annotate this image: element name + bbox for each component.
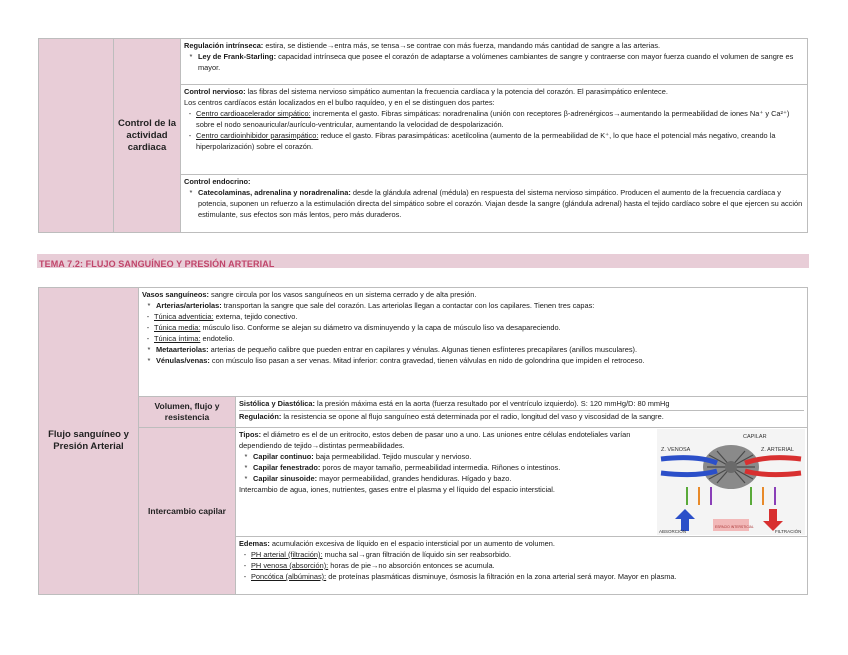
- continuous-capillary-title: Capilar continuo:: [253, 452, 314, 461]
- intrinsic-cell: [181, 39, 808, 85]
- exchange-label: Intercambio capilar: [148, 505, 226, 516]
- diagram-filtracion-label: FILTRACIÓN: [775, 529, 802, 534]
- endocrine-cell: [181, 175, 808, 233]
- ph-venosa-title: PH venosa (absorción):: [251, 561, 329, 570]
- fenestrated-capillary-title: Capilar fenestrado:: [253, 463, 321, 472]
- types-title: Tipos:: [239, 430, 262, 439]
- ph-venosa-item: - PH venosa (absorción): horas de pie→no absorción entonces se acumula.: [243, 561, 495, 570]
- continuous-capillary-bullet: * Capilar continuo: baja permeabilidad. Tejido muscular y nervioso.: [244, 452, 472, 461]
- diagram-absorcion-label: ABSORCIÓN: [659, 529, 687, 534]
- types-text: el diámetro es el de un eritrocito, estos deben de pasar uno a uno. Las uniones entre células endoteliales varían dependiendo de tejido→distintas permeabilidades.: [239, 430, 631, 450]
- frank-starling-title: Ley de Frank-Starling:: [198, 52, 277, 61]
- vessels-heading: Vasos sanguíneos:: [142, 290, 209, 299]
- tunica-media-item: - Túnica media: músculo liso. Conforme se alejan su diámetro va disminuyendo y la capa de músculo liso va desapareciendo.: [146, 323, 561, 332]
- cardioaccelerator-item: - Centro cardioacelerador simpático: incrementa el gasto. Fibras simpáticas: noradrenalina (unión con receptores β-adrenérgicos→aumentando la permeabilidad de iones Na⁺ y Ca²⁺) sobre el nodo senoauricular/aurículo-ventricular, aumentando la velocidad de despolarización.: [188, 109, 790, 129]
- sinusoid-capillary-title: Capilar sinusoide:: [253, 474, 318, 483]
- catecholamines-title: Catecolaminas, adrenalina y noradrenalina:: [198, 188, 351, 197]
- poncotica-title: Poncótica (albúminas):: [251, 572, 327, 581]
- section-header-bar: [37, 254, 809, 268]
- cardioinhibitor-item: - Centro cardioinhibidor parasimpático: reduce el gasto. Fibras parasimpáticas: acetilcolina (aumento de la permeabilidad de K⁺, lo que hace el potencial más negativo, creando la hiperpolarización) sobre el corazón.: [188, 131, 776, 151]
- cardioaccelerator-title: Centro cardioacelerador simpático:: [196, 109, 311, 118]
- tunica-adventitia-title: Túnica adventicia:: [154, 312, 214, 321]
- metaarterioles-title: Metaarteriolas:: [156, 345, 209, 354]
- blood-flow-table: [38, 287, 808, 595]
- exchange-cell: [236, 428, 808, 537]
- cardiac-control-table: [38, 38, 808, 233]
- ph-arterial-title: PH arterial (filtración):: [251, 550, 323, 559]
- exchange-text-block: [239, 429, 649, 495]
- regulation-text: la resistencia se opone al flujo sanguíneo está determinada por el radio, longitud del vaso y viscosidad de la sangre.: [281, 412, 664, 421]
- exchange-label-cell: [139, 428, 236, 595]
- exchange-text: Intercambio de agua, iones, nutrientes, gases entre el plasma y el líquido del espacio intersticial.: [239, 485, 555, 494]
- metaarterioles-text: arterias de pequeño calibre que pueden entrar en capilares y vénulas. Algunas tienen esfínteres precapilares (anillos musculares).: [208, 345, 638, 354]
- cardioinhibitor-title: Centro cardioinhibidor parasimpático:: [196, 131, 319, 140]
- cardioaccelerator-text: incrementa el gasto. Fibras simpáticas: noradrenalina (unión con receptores β-adrenérgicos→aumentando la permeabilidad de iones Na⁺ y Ca²⁺) sobre el nodo senoauricular/aurículo-ventricular, aumentando la velocidad de despolarización.: [196, 109, 790, 129]
- nervous-cell: [181, 85, 808, 175]
- regulation-line: [239, 411, 804, 422]
- regulation-title: Regulación:: [239, 412, 282, 421]
- venules-title: Vénulas/venas:: [156, 356, 210, 365]
- intrinsic-heading: Regulación intrínseca:: [184, 41, 264, 50]
- cardioinhibitor-text: reduce el gasto. Fibras parasimpáticas: acetilcolina (aumento de la permeabilidad de K⁺, lo que hace el potencial más negativo, creando la hiperpolarización) sobre el corazón.: [196, 131, 776, 151]
- ph-arterial-item: - PH arterial (filtración): mucha sal→gran filtración de líquido sin ser reabsorbido.: [243, 550, 512, 559]
- edema-cell: [236, 537, 808, 595]
- nervous-heading: Control nervioso:: [184, 87, 246, 96]
- fenestrated-capillary-bullet: * Capilar fenestrado: poros de mayor tamaño, permeabilidad intermedia. Riñones o intestinos.: [244, 463, 561, 472]
- sinusoid-capillary-bullet: * Capilar sinusoide: mayor permeabilidad, grandes hendiduras. Hígado y bazo.: [244, 474, 512, 483]
- systolic-text: la presión máxima está en la aorta (fuerza resultado por el ventrículo izquierdo). S: 120 mmHg/D: 80 mmHg: [315, 399, 670, 408]
- table-margin-cell: [39, 39, 114, 233]
- edema-text: acumulación excesiva de líquido en el espacio intersticial por un aumento de volumen.: [269, 539, 555, 548]
- tunica-intima-text: endotelio.: [200, 334, 235, 343]
- intrinsic-paragraph: [184, 40, 804, 51]
- section-header-title: TEMA 7.2: FLUJO SANGUÍNEO Y PRESIÓN ARTERIAL: [39, 259, 275, 269]
- frank-starling-text: capacidad intrínseca que posee el corazón de adaptarse a volúmenes cambiantes de sangre y contraerse con mayor fuerza cuando el volumen de sangre es mayor.: [198, 52, 794, 72]
- nervous-centers-text: Los centros cardíacos están localizados en el bulbo raquídeo, y en el se distinguen dos partes:: [184, 98, 495, 107]
- tunica-adventitia-text: externa, tejido conectivo.: [213, 312, 298, 321]
- poncotica-text: de proteínas plasmáticas disminuye, ósmosis la filtración en la zona arterial será mayor. Mayor en plasma.: [326, 572, 677, 581]
- intrinsic-text: estira, se distiende→entra más, se tensa→se contrae con más fuerza, mandando más cantidad de sangre a las arterias.: [263, 41, 661, 50]
- nervous-text: las fibras del sistema nervioso simpático aumentan la frecuencia cardíaca y la potencia del corazón. El parasimpático enlentece.: [245, 87, 668, 96]
- fenestrated-capillary-text: poros de mayor tamaño, permeabilidad intermedia. Riñones o intestinos.: [320, 463, 561, 472]
- tunica-intima-item: - Túnica íntima: endotelio.: [146, 334, 235, 343]
- venules-bullet: * Vénulas/venas: con músculo liso pasan a ser venas. Mitad inferior: contra gravedad, tienen válvulas en nido de golondrina que impiden el retroceso.: [147, 356, 645, 365]
- volume-label-cell: [139, 397, 236, 428]
- row-label: Control de la actividad cardiaca: [117, 117, 177, 153]
- diagram-espacio-label: ESPACIO INTERSTICIAL: [715, 525, 754, 529]
- flow-label: Flujo sanguíneo y Presión Arterial: [48, 429, 129, 452]
- volume-label: Volumen, flujo y resistencia: [154, 401, 220, 422]
- arteries-title: Arterias/arteriolas:: [156, 301, 222, 310]
- poncotica-item: - Poncótica (albúminas): de proteínas plasmáticas disminuye, ósmosis la filtración en la zona arterial será mayor. Mayor en plasma.: [243, 572, 677, 581]
- catecholamines-text: desde la glándula adrenal (médula) en respuesta del sistema nervioso simpático. Producen el aumento de la frecuencia cardíaca y potencia, suponen un refuerzo a la estimulación directa del simpático sobre el corazón. Viajan desde la sangre (glándula adrenal) hasta el tejido cardíaco sobre el que ejercen su acción estimulante, sus efectos son más lentos, pero más duraderos.: [198, 188, 803, 219]
- vessels-cell: [139, 288, 808, 397]
- nervous-paragraph: [184, 86, 804, 97]
- venules-text: con músculo liso pasan a ser venas. Mitad inferior: contra gravedad, tienen válvulas en nido de golondrina que impiden el retroceso.: [209, 356, 645, 365]
- tunica-media-text: músculo liso. Conforme se alejan su diámetro va disminuyendo y la capa de músculo liso va desapareciendo.: [200, 323, 561, 332]
- systolic-title: Sistólica y Diastólica:: [239, 399, 315, 408]
- diagram-arterial-label: Z. ARTERIAL: [761, 447, 794, 453]
- tunica-intima-title: Túnica íntima:: [154, 334, 201, 343]
- flow-label-cell: [39, 288, 139, 595]
- edema-title: Edemas:: [239, 539, 270, 548]
- row-label-cell: [114, 39, 181, 233]
- endocrine-heading: Control endocrino:: [184, 177, 251, 186]
- metaarterioles-bullet: * Metaarteriolas: arterias de pequeño calibre que pueden entrar en capilares y vénulas. Algunas tienen esfínteres precapilares (anillos musculares).: [147, 345, 638, 354]
- vessels-text: sangre circula por los vasos sanguíneos en un sistema cerrado y de alta presión.: [208, 290, 477, 299]
- systolic-line: [239, 398, 804, 411]
- continuous-capillary-text: baja permeabilidad. Tejido muscular y nervioso.: [313, 452, 472, 461]
- diagram-capilar-label: CAPILAR: [743, 434, 767, 440]
- diagram-venosa-label: Z. VENOSA: [661, 447, 691, 453]
- catecholamines-bullet: * Catecolaminas, adrenalina y noradrenalina: desde la glándula adrenal (médula) en respuesta del sistema nervioso simpático. Producen el aumento de la frecuencia cardíaca y potencia, suponen un refuerzo a la estimulación directa del simpático sobre el corazón. Viajan desde la sangre (glándula adrenal) hasta el tejido cardíaco sobre el que ejercen su acción estimulante, sus efectos son más lentos, pero más duraderos.: [189, 188, 803, 219]
- capillary-exchange-diagram: [657, 429, 805, 535]
- frank-starling-bullet: * Ley de Frank-Starling: capacidad intrínseca que posee el corazón de adaptarse a volúmenes cambiantes de sangre y contraerse con mayor fuerza cuando el volumen de sangre es mayor.: [189, 52, 794, 72]
- arteries-bullet: * Arterias/arteriolas: transportan la sangre que sale del corazón. Las arteriolas llegan a contactar con los capilares. Tienen tres capas:: [147, 301, 595, 310]
- sinusoid-capillary-text: mayor permeabilidad, grandes hendiduras. Hígado y bazo.: [317, 474, 512, 483]
- ph-venosa-text: horas de pie→no absorción entonces se acumula.: [328, 561, 495, 570]
- volume-cell: [236, 397, 808, 428]
- tunica-media-title: Túnica media:: [154, 323, 201, 332]
- arteries-text: transportan la sangre que sale del corazón. Las arteriolas llegan a contactar con los capilares. Tienen tres capas:: [221, 301, 595, 310]
- tunica-adventitia-item: - Túnica adventicia: externa, tejido conectivo.: [146, 312, 298, 321]
- ph-arterial-text: mucha sal→gran filtración de líquido sin ser reabsorbido.: [322, 550, 512, 559]
